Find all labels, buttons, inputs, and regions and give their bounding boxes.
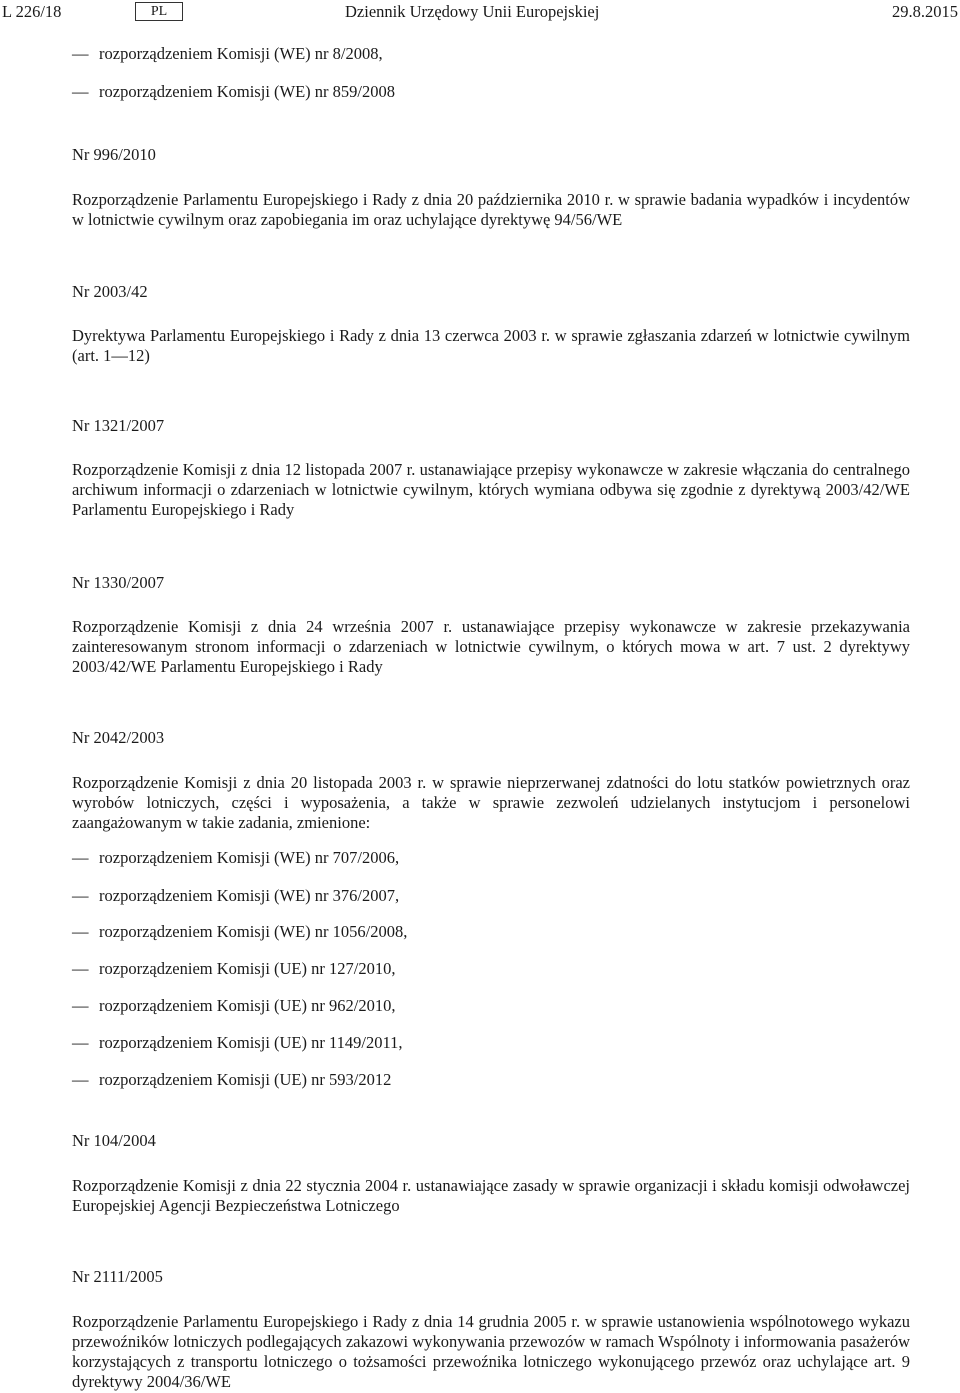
- page-reference: L 226/18: [2, 2, 62, 21]
- list-item: — rozporządzeniem Komisji (UE) nr 593/2012: [72, 1070, 392, 1089]
- dash-marker: —: [72, 959, 89, 978]
- list-item: — rozporządzeniem Komisji (UE) nr 962/2010,: [72, 996, 396, 1015]
- list-item: — rozporządzeniem Komisji (WE) nr 1056/2008,: [72, 922, 408, 941]
- entry-number: Nr 2003/42: [72, 282, 148, 301]
- entry-description: Rozporządzenie Parlamentu Europejskiego i Rady z dnia 14 grudnia 2005 r. w sprawie ustanowienia wspólnotowego wykazu przewoźników lotniczych podlegających zakazowi wykonywania przewozów w ramach Wspólnoty i informowania pasażerów korzystających z transportu lotniczego o tożsamości przewoźnika lotniczego wykonującego przewóz oraz uchylające art. 9 dyrektywy 2004/36/WE: [72, 1312, 910, 1391]
- dash-marker: —: [72, 996, 89, 1015]
- list-item: — rozporządzeniem Komisji (UE) nr 1149/2011,: [72, 1033, 403, 1052]
- entry-number: Nr 1321/2007: [72, 416, 165, 435]
- entry-number: Nr 1330/2007: [72, 573, 165, 592]
- entry-description: Rozporządzenie Komisji z dnia 20 listopada 2003 r. w sprawie nieprzerwanej zdatności do lotu statków powietrznych oraz wyrobów lotniczych, części i wyposażenia, a także w sprawie zezwoleń udzielanych instytucjom i personelowi zaangażowanym w takie zadania, zmienione:: [72, 773, 910, 832]
- entry-number: Nr 2111/2005: [72, 1267, 163, 1286]
- dash-marker: —: [72, 886, 89, 905]
- publication-date: 29.8.2015: [892, 2, 958, 21]
- entry-description: Rozporządzenie Komisji z dnia 22 stycznia 2004 r. ustanawiające zasady w sprawie organizacji i składu komisji odwoławczej Europejskiej Agencji Bezpieczeństwa Lotniczego: [72, 1176, 910, 1215]
- entry-number: Nr 104/2004: [72, 1131, 156, 1150]
- dash-marker: —: [72, 44, 89, 63]
- list-item: — rozporządzeniem Komisji (UE) nr 127/2010,: [72, 959, 396, 978]
- list-item: — rozporządzeniem Komisji (WE) nr 8/2008,: [72, 44, 383, 63]
- list-item: — rozporządzeniem Komisji (WE) nr 859/2008: [72, 82, 395, 101]
- entry-description: Rozporządzenie Komisji z dnia 24 września 2007 r. ustanawiające przepisy wykonawcze w zakresie przekazywania zainteresowanym stronom informacji o zdarzeniach w lotnictwie cywilnym, o których mowa w art. 7 ust. 2 dyrektywy 2003/42/WE Parlamentu Europejskiego i Rady: [72, 617, 910, 676]
- dash-marker: —: [72, 1033, 89, 1052]
- list-item: — rozporządzeniem Komisji (WE) nr 707/2006,: [72, 848, 400, 867]
- journal-title: Dziennik Urzędowy Unii Europejskiej: [345, 2, 600, 21]
- dash-marker: —: [72, 922, 89, 941]
- list-item: — rozporządzeniem Komisji (WE) nr 376/2007,: [72, 886, 400, 905]
- entry-description: Rozporządzenie Komisji z dnia 12 listopada 2007 r. ustanawiające przepisy wykonawcze w zakresie włączania do centralnego archiwum informacji o zdarzeniach w lotnictwie cywilnym, których wymiana odbywa się zgodnie z dyrektywą 2003/42/WE Parlamentu Europejskiego i Rady: [72, 460, 910, 519]
- dash-marker: —: [72, 1070, 89, 1089]
- dash-marker: —: [72, 82, 89, 101]
- entry-description: Dyrektywa Parlamentu Europejskiego i Rady z dnia 13 czerwca 2003 r. w sprawie zgłaszania zdarzeń w lotnictwie cywilnym (art. 1—12): [72, 326, 910, 365]
- language-box: PL: [135, 2, 183, 21]
- entry-number: Nr 996/2010: [72, 145, 156, 164]
- entry-description: Rozporządzenie Parlamentu Europejskiego i Rady z dnia 20 października 2010 r. w sprawie badania wypadków i incydentów w lotnictwie cywilnym oraz zapobiegania im oraz uchylające dyrektywę 94/56/WE: [72, 190, 910, 229]
- entry-number: Nr 2042/2003: [72, 728, 165, 747]
- dash-marker: —: [72, 848, 89, 867]
